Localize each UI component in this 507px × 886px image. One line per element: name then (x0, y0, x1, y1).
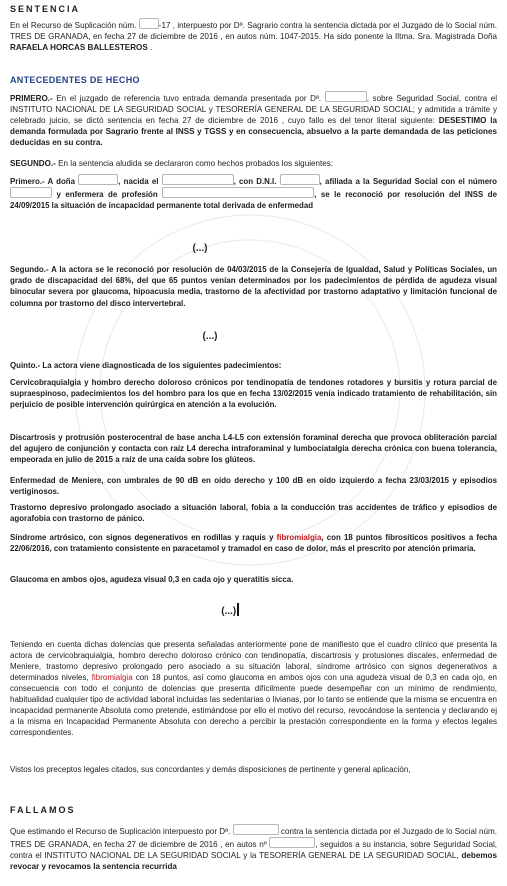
sentencia-paragraph: En el Recurso de Suplicación núm. -17 , interpuesto por Dª. Sagrario contra la sentencia dictada por el Juzgado de lo Social núm. TRES DE GRANADA, en fecha 27 de diciembre de 2016 , en autos núm. 1047-2015. Ha sido ponente la Iltma. Sra. Magistrada Doña RAFAELA HORCAS BALLESTEROS . (10, 18, 497, 53)
hecho-segundo: Segundo.- A la actora se le reconoció por resolución de 04/03/2015 de la Consejería de Igualdad, Salud y Políticas Sociales, un grado de discapacidad del 68%, del que 65 puntos venían determinados por los padecimientos de pérdida de agudeza visual binocular severa por glaucoma, hipoacusia media, trastorno de la afectividad por trastorno adaptativo y limitación funcional de columna por trastorno del disco intervertebral. (10, 265, 497, 308)
fallo-paragraph: Que estimando el Recurso de Suplicación interpuesto por Dª. contra la sentencia dictada por el Juzgado de lo Social núm. TRES DE GRANADA, en fecha 27 de diciembre de 2016 , en autos nº , seguidos a su instancia, sobre Seguridad Social, contra el INSTITUTO NACIONAL DE LA SEGURIDAD SOCIAL y la TESORERÍA GENERAL DE LA SEGURIDAD SOCIAL, debemos revocar y revocamos la sentencia recurrida (10, 824, 497, 872)
padecimiento-6: Glaucoma en ambos ojos, agudeza visual 0,3 en cada ojo y queratitis sicca. (10, 575, 294, 584)
redacted-field (162, 187, 314, 198)
redacted-field (269, 837, 315, 848)
hecho-quinto-heading: Quinto.- La actora viene diagnosticada de los siguientes padecimientos: (10, 361, 282, 370)
primero-paragraph: PRIMERO.- En el juzgado de referencia tuvo entrada demanda presentada por Dª. , sobre Seguridad Social, contra el INSTITUTO NACIONAL DE LA SEGURIDAD SOCIAL y TESORERÍA GENERAL DE LA SEGURIDAD SOCIAL; y admitida a trámite y celebrado juicio, se dictó sentencia en fecha 27 de diciembre de 2016 , cuyo fallo es del tenor literal siguiente: DESESTIMO la demanda formulada por Sagrario frente al INSS y TGSS y en consecuencia, absuelvo a la parte demandada de las peticiones deducidas en su contra. (10, 91, 497, 148)
padecimiento-3: Enfermedad de Meniere, con umbrales de 90 dB en oído derecho y 100 dB en oído izquierdo a fecha 23/03/2015 y episodios vertiginosos. (10, 476, 497, 497)
heading-fallamos: FALLAMOS (10, 805, 76, 815)
redacted-field (162, 174, 234, 185)
vistos-paragraph: Vistos los preceptos legales citados, sus concordantes y demás disposiciones de pertinente y general aplicación, (10, 765, 411, 774)
text-cursor (237, 603, 239, 616)
padecimiento-5: Síndrome artrósico, con signos degenerativos en rodillas y raquis y fibromialgia, con 18 puntos fibrosíticos positivos a fecha 22/06/2016, con tratamiento consistente en paracetamol y tramadol en caso de dolor, más el prescrito por atención primaria. (10, 533, 497, 554)
omission-mark: (...) (192, 243, 208, 254)
hecho-primero: Primero.- A doña , nacida el , con D.N.I. , afiliada a la Seguridad Social con el número y enfermera de profesión , se le reconoció por resolución del INSS de 24/09/2015 la situación de incapacidad permanente total derivada de enfermedad (10, 174, 497, 212)
redacted-field (78, 174, 118, 185)
redacted-field (280, 174, 320, 185)
omission-mark: (...) (202, 331, 218, 342)
heading-antecedentes: ANTECEDENTES DE HECHO (10, 75, 140, 85)
segundo-paragraph: SEGUNDO.- En la sentencia aludida se declararon como hechos probados los siguientes: (10, 159, 334, 168)
padecimiento-2: Discartrosis y protrusión posterocentral de base ancha L4-L5 con extensión foraminal derecha que provoca obliteración parcial del agujero de conjunción y contacta con raíz L4 derecha intraforaminal y lumbociatalgia derecha crónica con buena tolerancia, empeorada en julio de 2015 a raíz de una caída sobre los glúteos. (10, 433, 497, 465)
highlight-fibromialgia: fibromialgia (91, 673, 133, 682)
redacted-field (233, 824, 279, 835)
redacted-field (139, 18, 159, 29)
highlight-fibromialgia: fibromialgia (276, 533, 322, 542)
omission-mark: (...) (200, 603, 260, 617)
ponente-name: RAFAELA HORCAS BALLESTEROS (10, 43, 148, 52)
padecimiento-1: Cervicobraquialgia y hombro derecho doloroso crónicos por tendinopatía de tendones rotadores y bursitis y rotura parcial de supraespinoso, padecimientos los del hombro para los que en fecha 13/02/2015 venía indicado tratamiento de rehabilitación, sin perjuicio de posible intervención quirúrgica en atención a la evolución. (10, 378, 497, 410)
redacted-field (325, 91, 367, 102)
padecimiento-4: Trastorno depresivo prolongado asociado a situación laboral, fobia a la conducción tras accidentes de tráfico y episodios de agorafobia con trastorno de pánico. (10, 503, 497, 524)
fundamento-paragraph: Teniendo en cuenta dichas dolencias que presenta señaladas anteriormente pone de manifiesto que el cuadro clínico que presenta la actora de cervicobraquialgia, hombro derecho doloroso crónico con tendinopatía, discartrosis y protusiones discales, enfermedad de Meniere, trastorno depresivo prolongado pero asociado a su situación laboral, síndrome artrósico con signos degenerativos a determinados niveles, fibromialgia con 18 puntos, así como glaucoma en ambos ojos con una agudeza visual de 0,3 en cada ojo, en consecuencia con todo el conjunto de dolencias que presenta difícilmente puede desempeñar con un mínimo de rendimiento, habitualidad cualquier tipo de actividad laboral incluidas las sedentarias o livianas, por lo tanto se entiende que la misma se encuentra en incapacidad permanente Absoluta como pretende, estimándose por ello el motivo del recurso, revocándose la sentencia y declarando ej a la misma en Incapacidad Permanente Absoluta con derecho a percibir la prestación correspondiente en la forma y efectos legales correspondientes. (10, 640, 497, 737)
heading-sentencia: SENTENCIA (10, 4, 81, 14)
redacted-field (10, 187, 52, 198)
